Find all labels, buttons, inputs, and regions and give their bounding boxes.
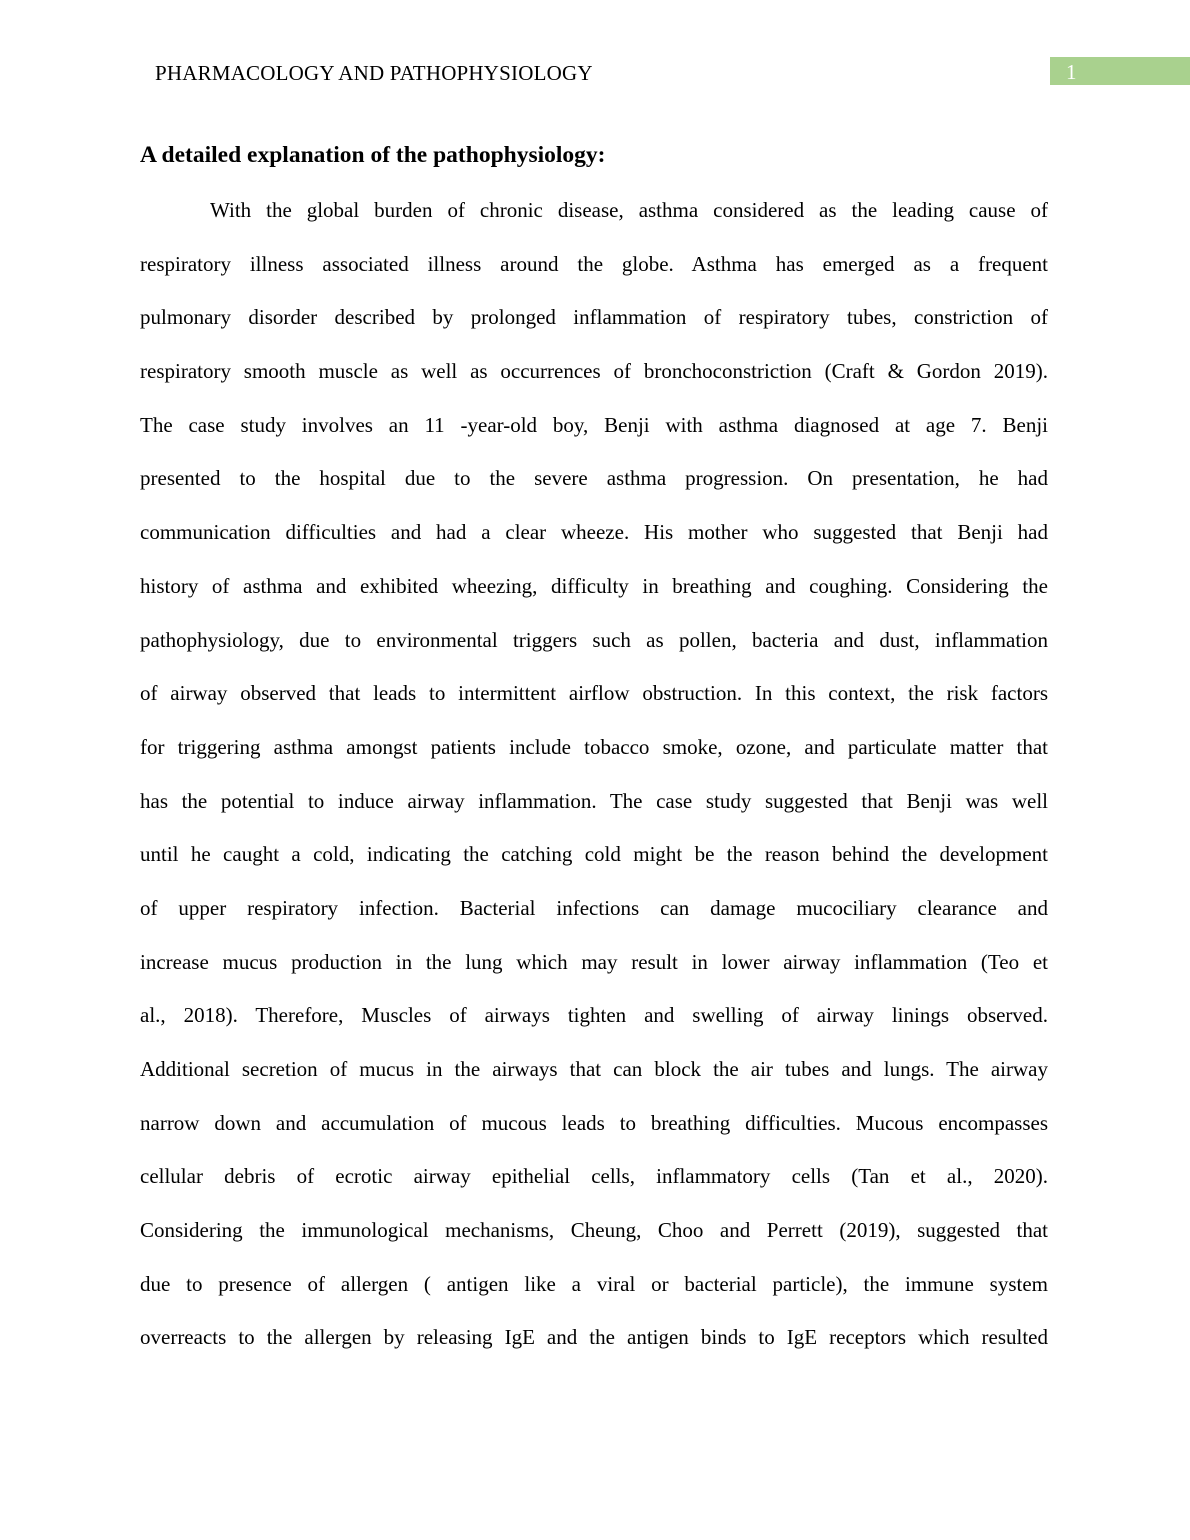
- paragraph-line: overreacts to the allergen by releasing IgE and the antigen binds to IgE receptors which resulted: [140, 1325, 1048, 1350]
- page-number: 1: [1066, 60, 1077, 84]
- paragraph-line: presented to the hospital due to the severe asthma progression. On presentation, he had: [140, 466, 1048, 491]
- paragraph-line: history of asthma and exhibited wheezing, difficulty in breathing and coughing. Considering the: [140, 573, 1048, 598]
- paragraph-line: Considering the immunological mechanisms, Cheung, Choo and Perrett (2019), suggested that: [140, 1218, 1048, 1243]
- page-number-box: [1050, 57, 1190, 85]
- paragraph-line: increase mucus production in the lung which may result in lower airway inflammation (Teo et: [140, 949, 1048, 974]
- paragraph-line: The case study involves an 11 -year-old boy, Benji with asthma diagnosed at age 7. Benji: [140, 412, 1048, 437]
- paragraph-line: for triggering asthma amongst patients include tobacco smoke, ozone, and particulate matter that: [140, 734, 1048, 759]
- paragraph-line: communication difficulties and had a clear wheeze. His mother who suggested that Benji had: [140, 520, 1048, 545]
- paragraph-line: until he caught a cold, indicating the catching cold might be the reason behind the development: [140, 842, 1048, 867]
- paragraph-line: al., 2018). Therefore, Muscles of airways tighten and swelling of airway linings observed.: [140, 1003, 1048, 1028]
- paragraph-line: of airway observed that leads to intermittent airflow obstruction. In this context, the risk factors: [140, 681, 1048, 706]
- paragraph-line: pathophysiology, due to environmental triggers such as pollen, bacteria and dust, inflammation: [140, 627, 1048, 652]
- paragraph-line: respiratory smooth muscle as well as occurrences of bronchoconstriction (Craft & Gordon 2019).: [140, 359, 1048, 384]
- paragraph-line: narrow down and accumulation of mucous leads to breathing difficulties. Mucous encompasses: [140, 1110, 1048, 1135]
- paragraph-line: respiratory illness associated illness around the globe. Asthma has emerged as a frequent: [140, 251, 1048, 276]
- paragraph-line: due to presence of allergen ( antigen like a viral or bacterial particle), the immune system: [140, 1271, 1048, 1296]
- section-heading: A detailed explanation of the pathophysiology:: [140, 142, 606, 168]
- paragraph-line: of upper respiratory infection. Bacterial infections can damage mucociliary clearance and: [140, 895, 1048, 920]
- running-head: PHARMACOLOGY AND PATHOPHYSIOLOGY: [155, 61, 593, 85]
- paragraph-line: has the potential to induce airway inflammation. The case study suggested that Benji was well: [140, 788, 1048, 813]
- paragraph-line: Additional secretion of mucus in the airways that can block the air tubes and lungs. The airway: [140, 1057, 1048, 1081]
- paragraph-line: With the global burden of chronic disease, asthma considered as the leading cause of: [210, 198, 1048, 222]
- paragraph-line: pulmonary disorder described by prolonged inflammation of respiratory tubes, constriction of: [140, 305, 1048, 330]
- paragraph-line: cellular debris of ecrotic airway epithelial cells, inflammatory cells (Tan et al., 2020).: [140, 1164, 1048, 1189]
- body-paragraph: [140, 184, 1048, 1365]
